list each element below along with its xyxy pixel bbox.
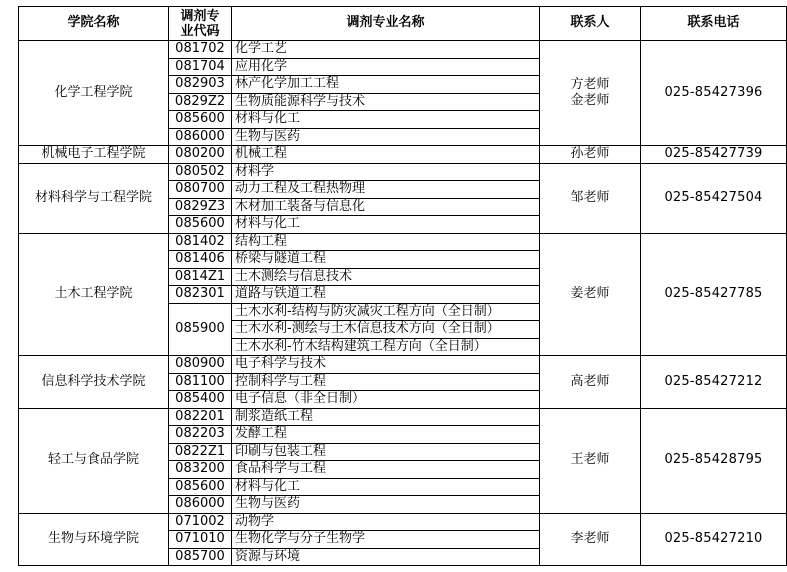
contact-phone-cell: 025-85427504 [641, 163, 787, 233]
college-name-cell: 机械电子工程学院 [19, 146, 169, 164]
major-name-cell: 材料学 [232, 163, 540, 181]
table-row [19, 146, 787, 164]
table-row [19, 163, 787, 181]
college-name-cell: 轻工与食品学院 [19, 408, 169, 513]
contact-phone-cell: 025-85427785 [641, 233, 787, 356]
major-code-cell: 081100 [169, 373, 232, 391]
major-name-cell: 木材加工装备与信息化 [232, 198, 540, 216]
contact-person-cell: 邹老师 [540, 163, 641, 233]
major-name-cell: 电子信息（非全日制） [232, 391, 540, 409]
college-name-cell: 化学工程学院 [19, 41, 169, 146]
major-code-cell: 085400 [169, 391, 232, 409]
major-code-cell: 081702 [169, 41, 232, 59]
contact-phone-cell: 025-85427210 [641, 513, 787, 566]
major-name-cell: 机械工程 [232, 146, 540, 164]
major-code-cell: 085600 [169, 111, 232, 129]
college-name-cell: 信息科学技术学院 [19, 356, 169, 409]
contact-person-cell: 李老师 [540, 513, 641, 566]
major-code-cell: 0829Z3 [169, 198, 232, 216]
major-code-cell: 071002 [169, 513, 232, 531]
college-name-cell: 生物与环境学院 [19, 513, 169, 566]
major-name-cell: 土木水利-结构与防灾减灾工程方向（全日制） [232, 303, 540, 321]
major-name-cell: 电子科学与技术 [232, 356, 540, 374]
college-name-cell: 材料科学与工程学院 [19, 163, 169, 233]
major-code-cell: 082903 [169, 76, 232, 94]
major-code-cell: 0829Z2 [169, 93, 232, 111]
major-name-cell: 动物学 [232, 513, 540, 531]
header-contact: 联系人 [540, 7, 641, 41]
major-name-cell: 应用化学 [232, 58, 540, 76]
contact-person-cell: 方老师 金老师 [540, 41, 641, 146]
major-name-cell: 生物与医药 [232, 496, 540, 514]
major-code-cell: 080502 [169, 163, 232, 181]
major-code-cell: 0814Z1 [169, 268, 232, 286]
header-code-text: 调剂专业代码 [180, 8, 220, 39]
major-code-cell: 083200 [169, 461, 232, 479]
major-name-cell: 道路与铁道工程 [232, 286, 540, 304]
major-name-cell: 生物与医药 [232, 128, 540, 146]
major-code-cell: 0822Z1 [169, 443, 232, 461]
major-name-cell: 土木测绘与信息技术 [232, 268, 540, 286]
major-name-cell: 土木水利-竹木结构建筑工程方向（全日制） [232, 338, 540, 356]
header-phone: 联系电话 [641, 7, 787, 41]
major-code-cell: 081704 [169, 58, 232, 76]
contact-phone-cell: 025-85428795 [641, 408, 787, 513]
major-code-cell: 085600 [169, 478, 232, 496]
header-major: 调剂专业名称 [232, 7, 540, 41]
major-name-cell: 生物化学与分子生物学 [232, 531, 540, 549]
contact-person-cell: 姜老师 [540, 233, 641, 356]
contact-phone-cell: 025-85427396 [641, 41, 787, 146]
major-name-cell: 材料与化工 [232, 216, 540, 234]
college-name-cell: 土木工程学院 [19, 233, 169, 356]
major-code-cell: 082301 [169, 286, 232, 304]
major-name-cell: 控制科学与工程 [232, 373, 540, 391]
major-code-cell: 080200 [169, 146, 232, 164]
major-name-cell: 材料与化工 [232, 111, 540, 129]
major-code-cell: 081406 [169, 251, 232, 269]
major-name-cell: 印刷与包装工程 [232, 443, 540, 461]
major-name-cell: 材料与化工 [232, 478, 540, 496]
major-name-cell: 林产化学加工工程 [232, 76, 540, 94]
major-code-cell: 085600 [169, 216, 232, 234]
major-name-cell: 动力工程及工程热物理 [232, 181, 540, 199]
table-row [19, 41, 787, 59]
major-name-cell: 桥梁与隧道工程 [232, 251, 540, 269]
major-name-cell: 制浆造纸工程 [232, 408, 540, 426]
major-code-cell: 086000 [169, 496, 232, 514]
major-name-cell: 发酵工程 [232, 426, 540, 444]
table-row [19, 513, 787, 531]
table-body [19, 41, 787, 566]
major-name-cell: 化学工艺 [232, 41, 540, 59]
contact-person-cell: 王老师 [540, 408, 641, 513]
major-code-cell: 071010 [169, 531, 232, 549]
major-name-cell: 生物质能源科学与技术 [232, 93, 540, 111]
table-row [19, 233, 787, 251]
header-row [19, 7, 787, 41]
contact-person-cell: 高老师 [540, 356, 641, 409]
adjustment-majors-table [18, 6, 787, 566]
major-code-cell: 080900 [169, 356, 232, 374]
table-row [19, 356, 787, 374]
major-code-cell: 081402 [169, 233, 232, 251]
header-code [169, 7, 232, 41]
major-code-cell: 082203 [169, 426, 232, 444]
contact-phone-cell: 025-85427739 [641, 146, 787, 164]
major-code-cell: 086000 [169, 128, 232, 146]
table-row [19, 408, 787, 426]
major-name-cell: 土木水利-测绘与土木信息技术方向（全日制） [232, 321, 540, 339]
major-code-cell: 085900 [169, 303, 232, 356]
major-code-cell: 085700 [169, 548, 232, 566]
major-name-cell: 资源与环境 [232, 548, 540, 566]
header-college: 学院名称 [19, 7, 169, 41]
major-name-cell: 结构工程 [232, 233, 540, 251]
major-name-cell: 食品科学与工程 [232, 461, 540, 479]
contact-phone-cell: 025-85427212 [641, 356, 787, 409]
major-code-cell: 080700 [169, 181, 232, 199]
major-code-cell: 082201 [169, 408, 232, 426]
contact-person-cell: 孙老师 [540, 146, 641, 164]
